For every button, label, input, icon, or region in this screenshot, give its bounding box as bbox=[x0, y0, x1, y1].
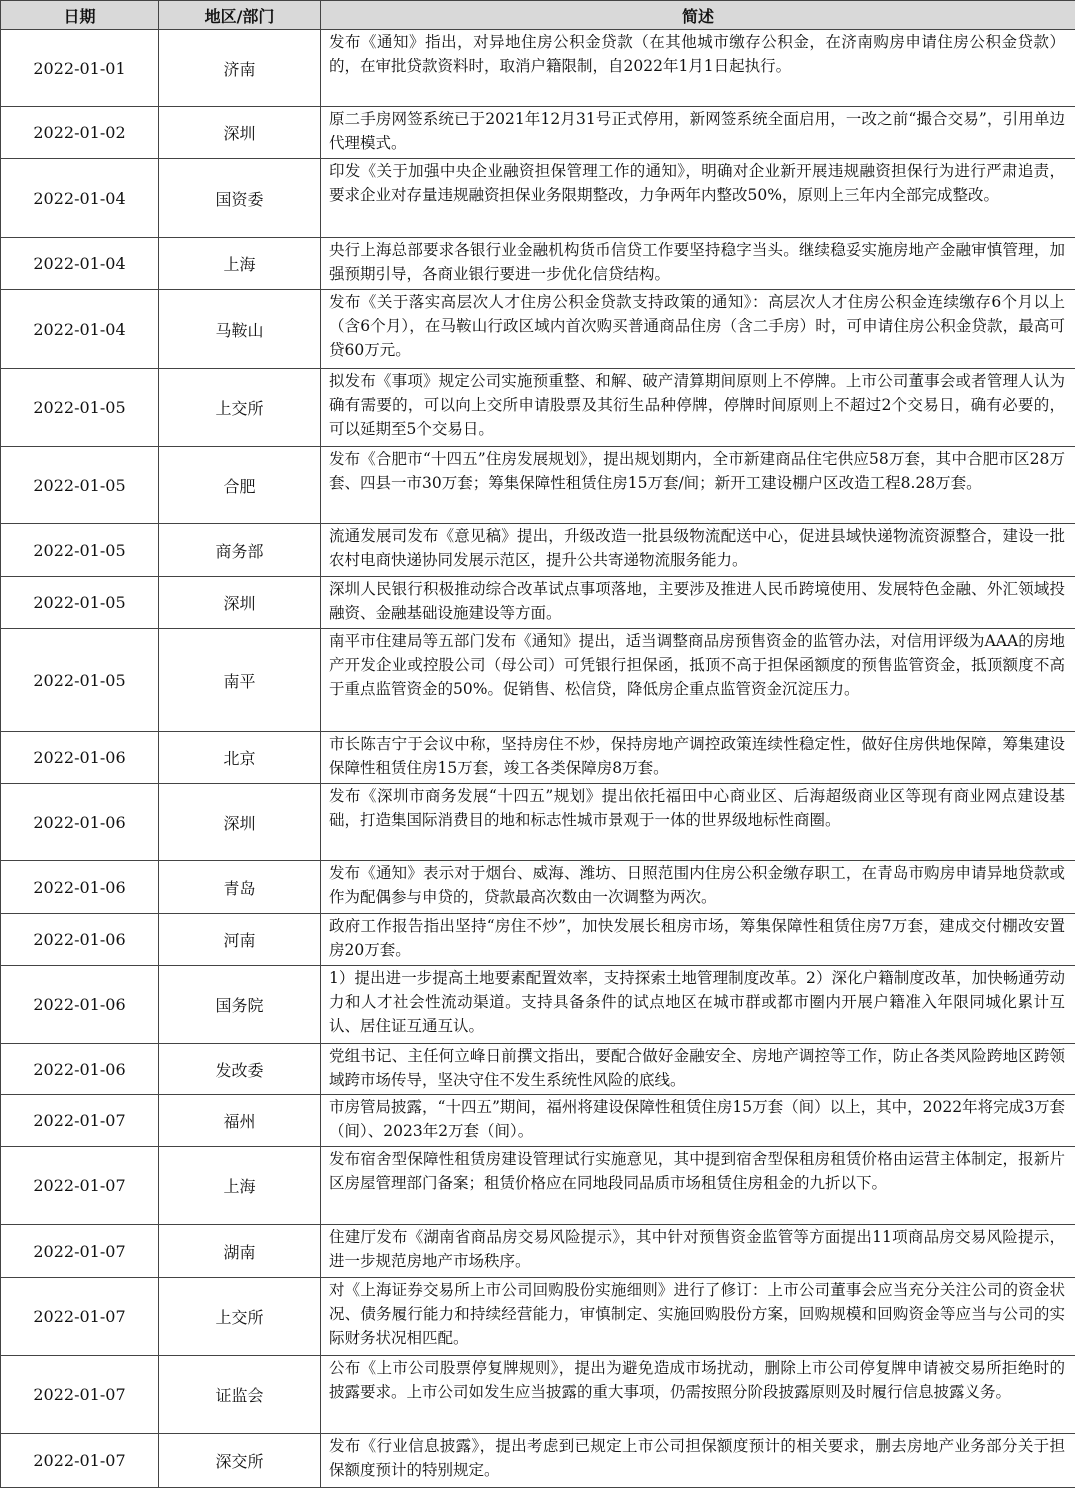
summary-cell: 公布《上市公司股票停复牌规则》，提出为避免造成市场扰动，删除上市公司停复牌申请被交易所拒绝时的披露要求。上市公司如发生应当披露的重大事项，仍需按照分阶段披露原则及时履行信息披露义务。 bbox=[321, 1356, 1075, 1434]
region-cell: 上海 bbox=[159, 1147, 321, 1225]
table-row bbox=[1, 369, 1075, 447]
date-cell: 2022-01-07 bbox=[1, 1225, 159, 1278]
region-cell: 福州 bbox=[159, 1095, 321, 1147]
table-row bbox=[1, 861, 1075, 914]
table-row bbox=[1, 447, 1075, 524]
region-cell: 青岛 bbox=[159, 861, 321, 914]
region-cell: 上交所 bbox=[159, 369, 321, 447]
region-cell: 合肥 bbox=[159, 447, 321, 524]
header-row bbox=[1, 1, 1075, 30]
table-row bbox=[1, 1044, 1075, 1095]
region-cell: 马鞍山 bbox=[159, 290, 321, 369]
header-date: 日期 bbox=[1, 1, 159, 30]
date-cell: 2022-01-05 bbox=[1, 369, 159, 447]
date-cell: 2022-01-06 bbox=[1, 732, 159, 784]
region-cell: 发改委 bbox=[159, 1044, 321, 1095]
date-cell: 2022-01-01 bbox=[1, 30, 159, 107]
table-row bbox=[1, 966, 1075, 1044]
summary-cell: 党组书记、主任何立峰日前撰文指出，要配合做好金融安全、房地产调控等工作，防止各类风险跨地区跨领域跨市场传导，坚决守住不发生系统性风险的底线。 bbox=[321, 1044, 1075, 1095]
region-cell: 国务院 bbox=[159, 966, 321, 1044]
summary-cell: 深圳人民银行积极推动综合改革试点事项落地，主要涉及推进人民币跨境使用、发展特色金融、外汇领域投融资、金融基础设施建设等方面。 bbox=[321, 577, 1075, 629]
summary-cell: 印发《关于加强中央企业融资担保管理工作的通知》，明确对企业新开展违规融资担保行为进行严肃追责，要求企业对存量违规融资担保业务限期整改，力争两年内整改50%，原则上三年内全部完成整改。 bbox=[321, 159, 1075, 238]
table-row bbox=[1, 30, 1075, 107]
summary-cell: 政府工作报告指出坚持“房住不炒”，加快发展长租房市场，筹集保障性租赁住房7万套，建成交付棚改安置房20万套。 bbox=[321, 914, 1075, 966]
date-cell: 2022-01-07 bbox=[1, 1356, 159, 1434]
table-row bbox=[1, 290, 1075, 369]
date-cell: 2022-01-05 bbox=[1, 629, 159, 732]
summary-cell: 发布《通知》指出，对异地住房公积金贷款（在其他城市缴存公积金，在济南购房申请住房公积金贷款）的，在审批贷款资料时，取消户籍限制，自2022年1月1日起执行。 bbox=[321, 30, 1075, 107]
table-row bbox=[1, 914, 1075, 966]
table-row bbox=[1, 629, 1075, 732]
summary-cell: 发布《通知》表示对于烟台、威海、潍坊、日照范围内住房公积金缴存职工，在青岛市购房申请异地贷款或作为配偶参与申贷的，贷款最高次数由一次调整为两次。 bbox=[321, 861, 1075, 914]
region-cell: 湖南 bbox=[159, 1225, 321, 1278]
date-cell: 2022-01-04 bbox=[1, 290, 159, 369]
date-cell: 2022-01-05 bbox=[1, 577, 159, 629]
summary-cell: 1）提出进一步提高土地要素配置效率，支持探索土地管理制度改革。2）深化户籍制度改革，加快畅通劳动力和人才社会性流动渠道。支持具备条件的试点地区在城市群或都市圈内开展户籍准入年限同城化累计互认、居住证互通互认。 bbox=[321, 966, 1075, 1044]
summary-cell: 拟发布《事项》规定公司实施预重整、和解、破产清算期间原则上不停牌。上市公司董事会或者管理人认为确有需要的，可以向上交所申请股票及其衍生品种停牌，停牌时间原则上不超过2个交易日，确有必要的，可以延期至5个交易日。 bbox=[321, 369, 1075, 447]
region-cell: 北京 bbox=[159, 732, 321, 784]
table-row bbox=[1, 238, 1075, 290]
date-cell: 2022-01-06 bbox=[1, 966, 159, 1044]
date-cell: 2022-01-07 bbox=[1, 1434, 159, 1488]
header-summary: 简述 bbox=[321, 1, 1075, 30]
table-row bbox=[1, 524, 1075, 577]
date-cell: 2022-01-05 bbox=[1, 524, 159, 577]
region-cell: 上交所 bbox=[159, 1278, 321, 1356]
summary-cell: 对《上海证券交易所上市公司回购股份实施细则》进行了修订：上市公司董事会应当充分关注公司的资金状况、债务履行能力和持续经营能力，审慎制定、实施回购股份方案，回购规模和回购资金等应当与公司的实际财务状况相匹配。 bbox=[321, 1278, 1075, 1356]
summary-cell: 央行上海总部要求各银行业金融机构货币信贷工作要坚持稳字当头。继续稳妥实施房地产金融审慎管理，加强预期引导，各商业银行要进一步优化信贷结构。 bbox=[321, 238, 1075, 290]
region-cell: 商务部 bbox=[159, 524, 321, 577]
region-cell: 证监会 bbox=[159, 1356, 321, 1434]
date-cell: 2022-01-06 bbox=[1, 1044, 159, 1095]
date-cell: 2022-01-06 bbox=[1, 861, 159, 914]
region-cell: 上海 bbox=[159, 238, 321, 290]
summary-cell: 南平市住建局等五部门发布《通知》提出，适当调整商品房预售资金的监管办法，对信用评级为AAA的房地产开发企业或控股公司（母公司）可凭银行担保函，抵顶不高于担保函额度的预售监管资金，抵顶额度不高于重点监管资金的50%。促销售、松信贷，降低房企重点监管资金沉淀压力。 bbox=[321, 629, 1075, 732]
summary-cell: 流通发展司发布《意见稿》提出，升级改造一批县级物流配送中心，促进县域快递物流资源整合，建设一批农村电商快递协同发展示范区，提升公共寄递物流服务能力。 bbox=[321, 524, 1075, 577]
region-cell: 深圳 bbox=[159, 577, 321, 629]
table-row bbox=[1, 732, 1075, 784]
date-cell: 2022-01-05 bbox=[1, 447, 159, 524]
date-cell: 2022-01-07 bbox=[1, 1095, 159, 1147]
table-row bbox=[1, 1225, 1075, 1278]
table-row bbox=[1, 107, 1075, 159]
table-row bbox=[1, 577, 1075, 629]
date-cell: 2022-01-04 bbox=[1, 159, 159, 238]
region-cell: 深圳 bbox=[159, 784, 321, 861]
region-cell: 深圳 bbox=[159, 107, 321, 159]
summary-cell: 发布《合肥市“十四五”住房发展规划》，提出规划期内，全市新建商品住宅供应58万套，其中合肥市区28万套、四县一市30万套；筹集保障性租赁住房15万套/间；新开工建设棚户区改造工程8.28万套。 bbox=[321, 447, 1075, 524]
table-row bbox=[1, 1147, 1075, 1225]
region-cell: 河南 bbox=[159, 914, 321, 966]
table-row bbox=[1, 1095, 1075, 1147]
summary-cell: 市长陈吉宁于会议中称，坚持房住不炒，保持房地产调控政策连续性稳定性，做好住房供地保障，筹集建设保障性租赁住房15万套，竣工各类保障房8万套。 bbox=[321, 732, 1075, 784]
summary-cell: 发布《行业信息披露》，提出考虑到已规定上市公司担保额度预计的相关要求，删去房地产业务部分关于担保额度预计的特别规定。 bbox=[321, 1434, 1075, 1488]
summary-cell: 发布宿舍型保障性租赁房建设管理试行实施意见，其中提到宿舍型保租房租赁价格由运营主体制定，报新片区房屋管理部门备案；租赁价格应在同地段同品质市场租赁住房租金的九折以下。 bbox=[321, 1147, 1075, 1225]
table-row bbox=[1, 1434, 1075, 1488]
table-row bbox=[1, 159, 1075, 238]
table-row bbox=[1, 784, 1075, 861]
region-cell: 南平 bbox=[159, 629, 321, 732]
summary-cell: 发布《关于落实高层次人才住房公积金贷款支持政策的通知》：高层次人才住房公积金连续缴存6个月以上（含6个月），在马鞍山行政区域内首次购买普通商品住房（含二手房）时，可申请住房公积金贷款，最高可贷60万元。 bbox=[321, 290, 1075, 369]
table-row bbox=[1, 1356, 1075, 1434]
date-cell: 2022-01-07 bbox=[1, 1278, 159, 1356]
date-cell: 2022-01-06 bbox=[1, 914, 159, 966]
date-cell: 2022-01-07 bbox=[1, 1147, 159, 1225]
summary-cell: 原二手房网签系统已于2021年12月31号正式停用，新网签系统全面启用，一改之前“撮合交易”，引用单边代理模式。 bbox=[321, 107, 1075, 159]
region-cell: 国资委 bbox=[159, 159, 321, 238]
date-cell: 2022-01-02 bbox=[1, 107, 159, 159]
header-region: 地区/部门 bbox=[159, 1, 321, 30]
summary-cell: 住建厅发布《湖南省商品房交易风险提示》，其中针对预售资金监管等方面提出11项商品房交易风险提示，进一步规范房地产市场秩序。 bbox=[321, 1225, 1075, 1278]
date-cell: 2022-01-04 bbox=[1, 238, 159, 290]
summary-cell: 发布《深圳市商务发展“十四五”规划》提出依托福田中心商业区、后海超级商业区等现有商业网点建设基础，打造集国际消费目的地和标志性城市景观于一体的世界级地标性商圈。 bbox=[321, 784, 1075, 861]
region-cell: 济南 bbox=[159, 30, 321, 107]
region-cell: 深交所 bbox=[159, 1434, 321, 1488]
date-cell: 2022-01-06 bbox=[1, 784, 159, 861]
table-row bbox=[1, 1278, 1075, 1356]
summary-cell: 市房管局披露，“十四五”期间，福州将建设保障性租赁住房15万套（间）以上，其中，2022年将完成3万套（间）、2023年2万套（间）。 bbox=[321, 1095, 1075, 1147]
